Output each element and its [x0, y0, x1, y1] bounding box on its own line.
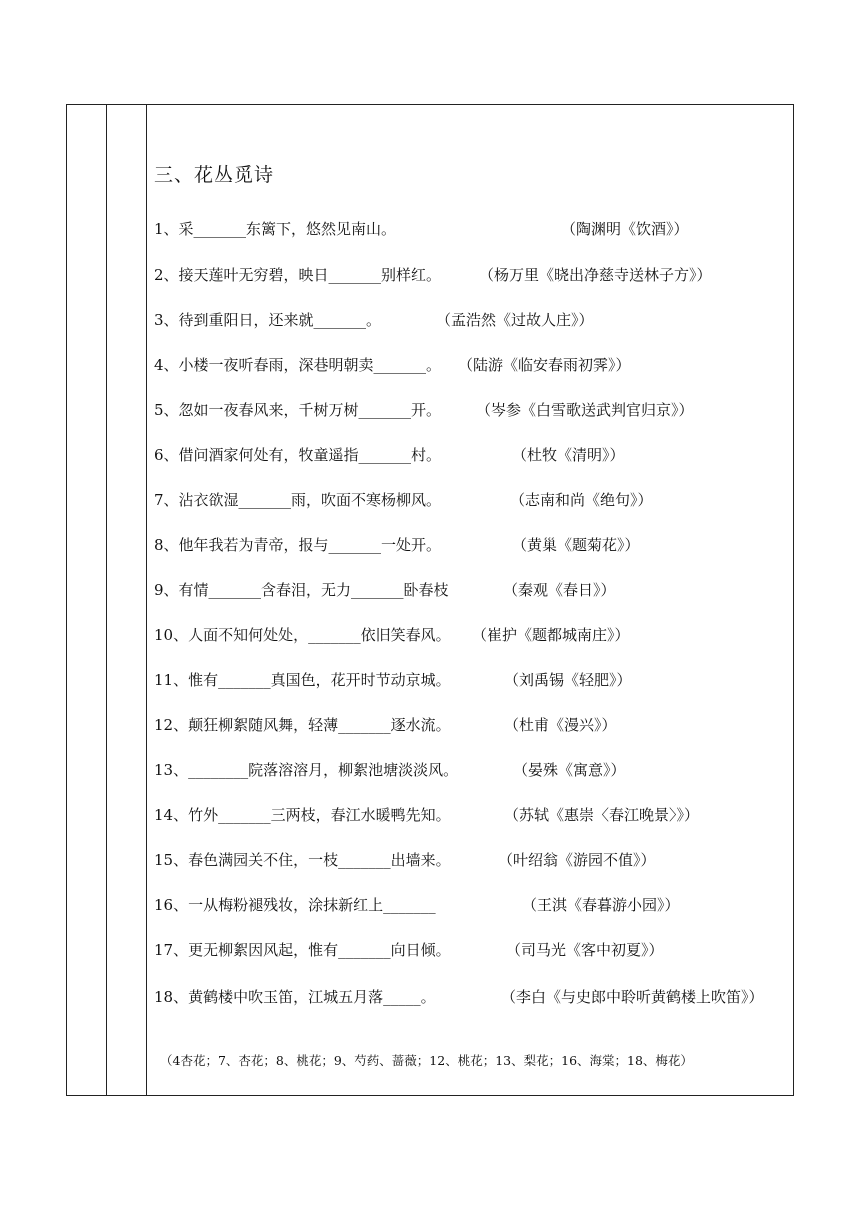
poem-text: 2、接天莲叶无穷碧，映日_______别样红。: [154, 266, 442, 284]
poem-text: 9、有情_______含春泪，无力_______卧春枝: [154, 581, 449, 599]
poem-source: （杨万里《晓出净慈寺送林子方》）: [479, 266, 712, 284]
poem-source: （志南和尚《绝句》）: [510, 491, 653, 509]
poem-source: （杜牧《清明》）: [512, 446, 625, 464]
poem-source: （陆游《临安春雨初霁》）: [458, 356, 631, 374]
poem-text: 6、借问酒家何处有，牧童遥指_______村。: [154, 446, 442, 464]
poem-source: （苏轼《惠崇〈春江晚景〉》）: [504, 806, 700, 824]
poem-text: 13、________院落溶溶月，柳絮池塘淡淡风。: [154, 761, 459, 779]
poem-text: 1、采_______东篱下，悠然见南山。: [154, 220, 397, 238]
poem-source: （王淇《春暮游小园》）: [522, 896, 680, 914]
poem-text: 3、待到重阳日，还来就_______。: [154, 311, 382, 329]
poem-text: 11、惟有_______真国色，花开时节动京城。: [154, 671, 451, 689]
poem-text: 14、竹外_______三两枝，春江水暖鸭先知。: [154, 806, 451, 824]
poem-source: （李白《与史郎中聆听黄鹤楼上吹笛》）: [501, 988, 764, 1006]
section-title: 三、花丛觅诗: [154, 164, 275, 186]
poem-text: 15、春色满园关不住，一枝_______出墙来。: [154, 851, 451, 869]
poem-source: （杜甫《漫兴》）: [504, 716, 617, 734]
table-column-divider-2: [146, 105, 147, 1095]
poem-source: （陶渊明《饮酒》）: [561, 220, 689, 238]
poem-text: 7、沾衣欲湿_______雨，吹面不寒杨柳风。: [154, 491, 442, 509]
poem-source: （秦观《春日》）: [503, 581, 616, 599]
poem-text: 10、人面不知何处处，_______依旧笑春风。: [154, 626, 451, 644]
answer-key: （4杏花；7、杏花；8、桃花；9、芍药、蔷薇；12、桃花；13、梨花；16、海棠；18、梅花）: [160, 1053, 693, 1068]
poem-source: （司马光《客中初夏》）: [506, 941, 664, 959]
table-column-divider-1: [106, 105, 107, 1095]
poem-text: 5、忽如一夜春风来，千树万树_______开。: [154, 401, 442, 419]
poem-source: （晏殊《寓意》）: [513, 761, 626, 779]
poem-source: （岑参《白雪歌送武判官归京》）: [476, 401, 694, 419]
poem-text: 16、一从梅粉褪残妆，涂抹新红上_______: [154, 896, 436, 914]
poem-text: 4、小楼一夜听春雨，深巷明朝卖_______。: [154, 356, 442, 374]
poem-source: （孟浩然《过故人庄》）: [436, 311, 594, 329]
poem-text: 12、颠狂柳絮随风舞，轻薄_______逐水流。: [154, 716, 451, 734]
poem-text: 18、黄鹤楼中吹玉笛，江城五月落_____。: [154, 988, 436, 1006]
poem-text: 17、更无柳絮因风起，惟有_______向日倾。: [154, 941, 451, 959]
poem-source: （刘禹锡《轻肥》）: [504, 671, 632, 689]
poem-source: （叶绍翁《游园不值》）: [498, 851, 656, 869]
content-cell: [154, 0, 794, 1100]
poem-source: （崔护《题都城南庄》）: [472, 626, 630, 644]
poem-source: （黄巢《题菊花》）: [512, 536, 640, 554]
poem-text: 8、他年我若为青帝，报与_______一处开。: [154, 536, 442, 554]
